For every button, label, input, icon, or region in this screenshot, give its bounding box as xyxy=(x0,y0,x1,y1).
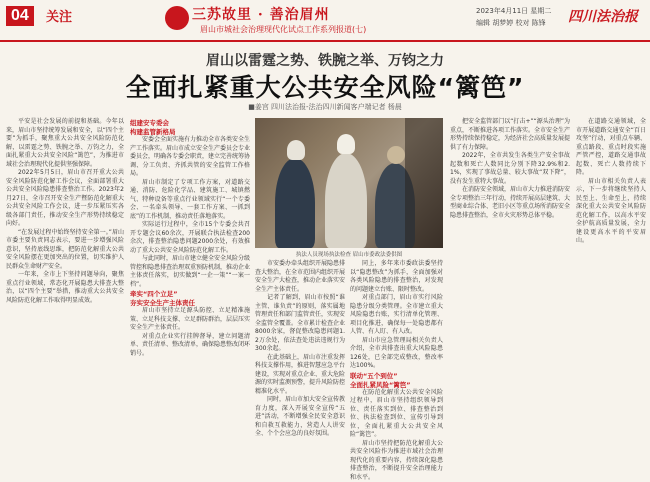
section-subheading: 全面扎紧风险“篱笆” xyxy=(350,380,443,389)
paragraph: 把安全监管部门以“打击+”“源头治理”为重点，不断推进各项工作落实。全市安全生产形势持续保持稳定，为经济社会高质量发展提供了有力保障。 xyxy=(450,118,570,152)
paragraph: 眉山市坚持把防范化解重大公共安全风险作为推进市域社会治理现代化的重要内容，持续深化隐患排查整治，不断提升安全治理能力和水平。 xyxy=(350,440,443,482)
page-number: 04 xyxy=(6,6,34,26)
article-column-3 xyxy=(255,260,345,410)
paragraph: 对重点企业实行挂牌督导，建立问题清单、责任清单、整改清单，确保隐患整改闭环销号。 xyxy=(130,333,250,359)
article-column-1 xyxy=(6,118,124,410)
paragraph: 平安是社会发展的前提和基础。今年以来，眉山市坚持统筹发展和安全，以“四个主要”为抓手，聚焦重大公共安全风险防范化解，以雷霆之势、铁腕之举、万钧之力，全面扎紧重大公共安全风险“篱笆”，为推进市域社会治理现代化提供坚强保障。 xyxy=(6,118,124,169)
photo-figure xyxy=(325,153,367,248)
photo-caption: 执法人员现场执法检查 眉山市委政法委供图 xyxy=(255,250,443,258)
paragraph: 同时，眉山市加大安全宣传教育力度，深入开展安全宣传“五进”活动，不断增强全民安全意识和自救互救能力，营造人人讲安全、个个会应急的良好氛围。 xyxy=(255,396,345,439)
section-label: 关注 xyxy=(46,6,72,25)
article-photo xyxy=(255,118,443,248)
article-headline: 全面扎紧重大公共安全风险“篱笆” xyxy=(0,68,650,104)
banner-title: 三苏故里 · 善治眉州 xyxy=(192,4,330,24)
paragraph: 一年来，全市上下坚持问题导向，聚焦重点行业领域，常态化开展隐患大排查大整治，以“四个主要”举措，推动重大公共安全风险防范化解工作取得明显成效。 xyxy=(6,271,124,305)
paragraph: 在道路交通领域，全市开展道路交通安全“百日攻坚”行动，对重点车辆、重点路段、重点时段实施严管严控，道路交通事故起数、死亡人数持续下降。 xyxy=(576,118,646,178)
article-subhead: 眉山以雷霆之势、铁腕之举、万钧之力 xyxy=(0,50,650,70)
paragraph: 同上，多年来市委政法委坚持以“隐患整改”为抓手，全面加强对各类风险隐患的排查整治，对发现的问题建立台账、限时整改。 xyxy=(350,260,443,294)
header-rule xyxy=(0,40,650,42)
paragraph: 眉山市相关负责人表示，下一步将继续坚持人民至上、生命至上，持续深化重大公共安全风险防范化解工作，以高水平安全护航高质量发展，全力建设更高水平的平安眉山。 xyxy=(576,178,646,246)
paragraph: 实际运行过程中，全市15个专委会共召开专题会议60余次，开展联合执法检查200余次，排查整治隐患问题2000余处，有效推动了重大公共安全风险防范化解工作。 xyxy=(130,221,250,255)
photo-helmet xyxy=(287,140,305,160)
paragraph: 在此基础上，眉山市注重发挥科技支撑作用，推进智慧应急平台建设，实现对重点企业、重大危险源的实时监测预警，提升风险防控精准化水平。 xyxy=(255,354,345,397)
paragraph: 安委会全面实施有力推动全市各类安全生产工作落实。眉山市成立安全生产委员会专业委员会，明确各专委会职责，建立完善统筹协调、分工负责、齐抓共管的安全监管工作格局。 xyxy=(130,136,250,179)
paragraph: 在防范化解重大公共安全风险过程中，眉山市坚持组织领导到位、责任落实到位、排查整治到位、执法检查到位、宣传引导到位，全面扎紧重大公共安全风险“篱笆”。 xyxy=(350,389,443,440)
issue-date: 2023年4月11日 星期二 xyxy=(476,6,551,16)
paragraph: 眉山市坚持立足源头防控、立足精准施策、立足科技支撑、立足群防群治，层层压实安全生产主体责任。 xyxy=(130,307,250,333)
section-subheading: 构建监管新格局 xyxy=(130,127,250,136)
article-column-4 xyxy=(350,260,443,410)
paragraph: 2022年5月5日，眉山市召开重大公共安全风险防范化解工作会议，全面部署重大公共安全风险隐患排查整治工作。2023年2月27日，全市召开安全生产暨防范化解重大公共安全风险工作会议，进一步压紧压实各级各部门责任，推动安全生产形势持续稳定向好。 xyxy=(6,169,124,229)
editor-line: 编辑 胡梦婷 校对 陈锋 xyxy=(476,18,546,28)
photo-figure xyxy=(275,158,315,248)
newspaper-masthead: 四川法治报 xyxy=(568,6,638,26)
article-column-2 xyxy=(130,118,250,410)
paragraph: 在消防安全领域，眉山市大力推进消防安全专项整治三年行动，持续开展高层建筑、大型商业综合体、老旧小区等重点场所消防安全隐患排查整治，全市火灾形势总体平稳。 xyxy=(450,186,570,220)
paragraph: 与此同时，眉山市建立健全安全风险分级管控和隐患排查治理双重预防机制，推动企业主体责任落实，切实做到“一企一策”“一案一档”。 xyxy=(130,255,250,289)
section-subheading: 夯实安全生产主体责任 xyxy=(130,298,250,307)
paragraph: 市安委办牵头组织开展隐患排查大整治，在全市范围内组织开展安全生产大检查，推动企业落实安全生产主体责任。 xyxy=(255,260,345,294)
photo-machinery xyxy=(405,118,443,248)
section-heading: 组建安专委会 xyxy=(130,118,250,127)
paragraph: 2022年，全市共发生各类生产安全事故起数和死亡人数同比分别下降32.9%和2.1%，实现了事故总量、较大事故“双下降”，没有发生重特大事故。 xyxy=(450,152,570,186)
banner-subtitle: 眉山市城社会治理现代化试点工作系列报道(七) xyxy=(200,24,366,35)
paragraph: 对重点部门，眉山市实行风险隐患分级分类管理。全市建立重大风险隐患台账，实行清单化管理、项目化推进，确保每一处隐患都有人管、有人盯、有人改。 xyxy=(350,294,443,337)
photo-head xyxy=(387,146,405,164)
page-header xyxy=(0,0,650,46)
article-byline: ■姜宫 四川法治报-法治四川新闻客户端记者 杨晨 xyxy=(0,102,650,112)
paragraph: 眉山市应急管理局相关负责人介绍，全市共排查出重大风险隐患126处，已全部完成整改，整改率达100%。 xyxy=(350,337,443,371)
paragraph: 记者了解到，眉山市按照“谁主管、谁负责”的原则，落实属地管理责任和部门监管责任，实现安全监管全覆盖。全市累计检查企业8000余家，督促整改隐患问题1.2万余处，依法查处违法违规行为300余起。 xyxy=(255,294,345,354)
article-column-6 xyxy=(576,118,646,410)
article-column-5 xyxy=(450,118,570,410)
section-heading: 牵实“四个立足” xyxy=(130,289,250,298)
photo-helmet xyxy=(337,134,355,154)
section-heading: 联动“五个到位” xyxy=(350,371,443,380)
paragraph: “在发展过程中始终坚持安全第一。”眉山市委主要负责同志表示，要进一步增强风险意识，坚持底线思维，把防范化解重大公共安全风险摆在更加突出的位置，切实维护人民群众生命财产安全。 xyxy=(6,229,124,272)
banner-seal-icon xyxy=(165,6,189,30)
paragraph: 眉山市制定了专项工作方案，对道路交通、消防、危险化学品、建筑施工、城镇燃气、特种设备等重点行业领域实行“一个专委会、一名牵头领导、一套工作方案、一抓到底”的工作机制，推动责任落地落实。 xyxy=(130,179,250,222)
